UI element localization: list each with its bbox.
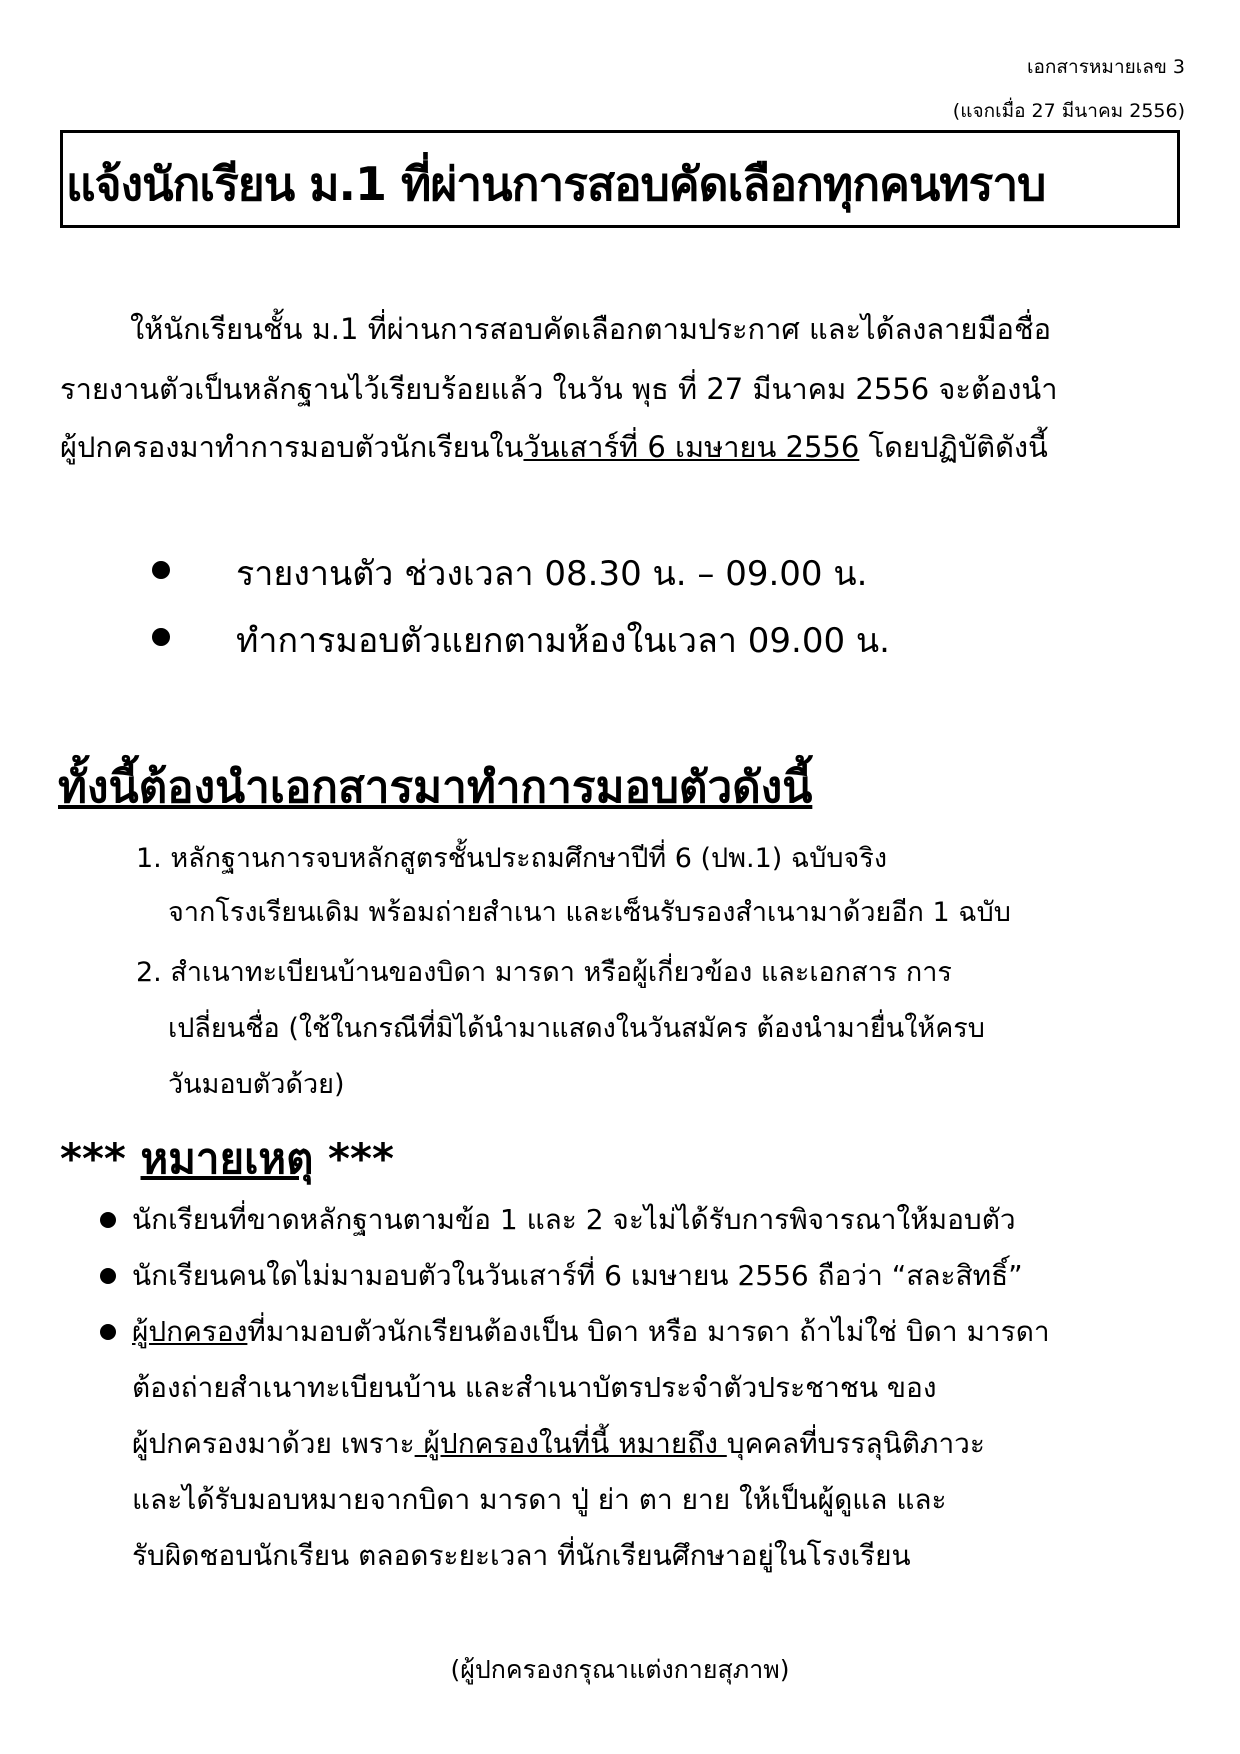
note-item-3-line-3	[132, 1422, 985, 1466]
document-item-1-line-2: จากโรงเรียนเดิม พร้อมถ่ายสำเนา และเซ็นรับรองสำเนามาด้วยอีก 1 ฉบับ	[168, 897, 1011, 928]
note-item-3-line-5: รับผิดชอบนักเรียน ตลอดระยะเวลา ที่นักเรียนศึกษาอยู่ในโรงเรียน	[132, 1539, 911, 1572]
bullet-icon	[152, 628, 170, 646]
note-item-3-line-1-rest: ที่มามอบตัวนักเรียนต้องเป็น บิดา หรือ มารดา ถ้าไม่ใช่ บิดา มารดา	[247, 1315, 1050, 1348]
intro-line-1: ให้นักเรียนชั้น ม.1 ที่ผ่านการสอบคัดเลือกตามประกาศ และได้ลงลายมือชื่อ	[130, 312, 1052, 346]
notes-stars-right: ***	[313, 1134, 394, 1183]
bullet-icon	[100, 1212, 116, 1228]
guardian-definition: ผู้ปกครองในที่นี้ หมายถึง	[414, 1427, 727, 1460]
notes-stars-left: ***	[60, 1134, 141, 1183]
note-item-3-line-2: ต้องถ่ายสำเนาทะเบียนบ้าน และสำเนาบัตรประจำตัวประชาชน ของ	[132, 1371, 937, 1404]
document-item-2-line-3: วันมอบตัวด้วย)	[168, 1069, 345, 1100]
page-title: แจ้งนักเรียน ม.1 ที่ผ่านการสอบคัดเลือกทุกคนทราบ	[66, 157, 1046, 211]
guardian-term: ผู้ปกครอง	[132, 1315, 248, 1348]
note-item-3-line-3-post: บุคคลที่บรรลุนิติภาวะ	[726, 1427, 985, 1460]
intro-line-3-post: โดยปฏิบัติดังนี้	[859, 430, 1048, 464]
bullet-icon	[100, 1324, 116, 1340]
bullet-icon	[100, 1268, 116, 1284]
intro-line-3-pre: ผู้ปกครองมาทำการมอบตัวนักเรียนใน	[60, 430, 524, 464]
issued-date: (แจกเมื่อ 27 มีนาคม 2556)	[952, 100, 1185, 122]
note-item-3-line-3-pre: ผู้ปกครองมาด้วย เพราะ	[132, 1427, 415, 1460]
intro-line-2: รายงานตัวเป็นหลักฐานไว้เรียบร้อยแล้ว ในวัน พุธ ที่ 27 มีนาคม 2556 จะต้องนำ	[60, 372, 1058, 406]
document-item-2-line-2: เปลี่ยนชื่อ (ใช้ในกรณีที่มิได้นำมาแสดงในวันสมัคร ต้องนำมายื่นให้ครบ	[168, 1013, 985, 1044]
schedule-item: รายงานตัว ช่วงเวลา 08.30 น. – 09.00 น.	[236, 554, 868, 594]
document-number: เอกสารหมายเลข 3	[1027, 56, 1185, 78]
intro-line-3	[60, 424, 1048, 470]
note-item-2: นักเรียนคนใดไม่มามอบตัวในวันเสาร์ที่ 6 เมษายน 2556 ถือว่า “สละสิทธิ์”	[132, 1259, 1023, 1292]
notes-heading-label: หมายเหตุ	[140, 1134, 314, 1183]
note-item-1: นักเรียนที่ขาดหลักฐานตามข้อ 1 และ 2 จะไม่ได้รับการพิจารณาให้มอบตัว	[132, 1203, 1016, 1236]
document-item-1-line-1: 1. หลักฐานการจบหลักสูตรชั้นประถมศึกษาปีที่ 6 (ปพ.1) ฉบับจริง	[136, 843, 888, 874]
footer-note: (ผู้ปกครองกรุณาแต่งกายสุภาพ)	[450, 1655, 790, 1684]
bullet-icon	[152, 561, 170, 579]
documents-heading: ทั้งนี้ต้องนำเอกสารมาทำการมอบตัวดังนี้	[58, 762, 813, 813]
intro-date: วันเสาร์ที่ 6 เมษายน 2556	[523, 430, 860, 464]
note-item-3-line-4: และได้รับมอบหมายจากบิดา มารดา ปู่ ย่า ตา ยาย ให้เป็นผู้ดูแล และ	[132, 1483, 947, 1516]
note-item-3-line-1	[132, 1310, 1050, 1354]
schedule-item: ทำการมอบตัวแยกตามห้องในเวลา 09.00 น.	[236, 621, 890, 661]
document-item-2-line-1: 2. สำเนาทะเบียนบ้านของบิดา มารดา หรือผู้เกี่ยวข้อง และเอกสาร การ	[136, 957, 952, 988]
notes-heading	[60, 1126, 394, 1192]
